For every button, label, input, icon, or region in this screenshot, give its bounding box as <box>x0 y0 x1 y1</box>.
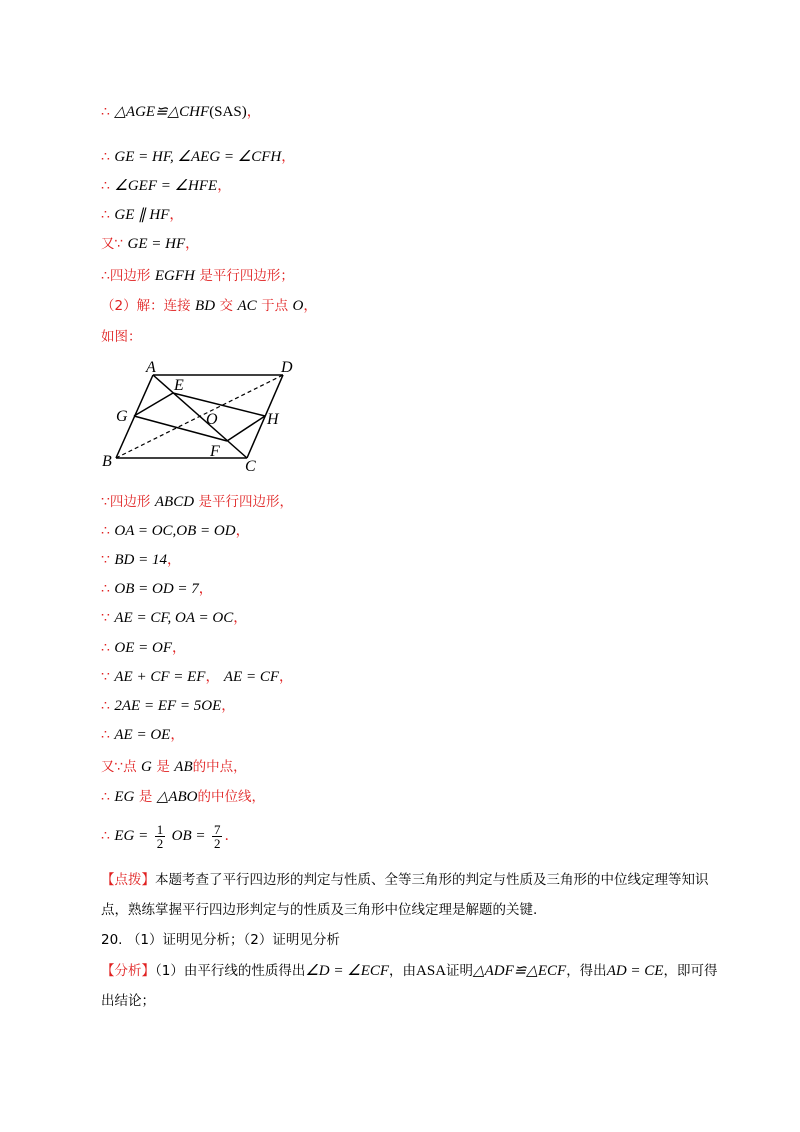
proof2-line-3: ∵ BD = 14， <box>101 552 181 568</box>
proof2-line-9: ∴ AE = OE， <box>101 727 185 743</box>
proof-line-2: ∴ GE = HF, ∠AEG = ∠CFH， <box>101 149 296 165</box>
part2-heading: （2）解：连接 BD 交 AC 于点 O， <box>101 298 318 314</box>
fenxi-paragraph: 【分析】（1）由平行线的性质得出∠D = ∠ECF，由ASA证明△ADF≌△ECF，得出AD = CE，即可得出结论； <box>101 963 718 1009</box>
proof-line-6: ∴四边形 EGFH 是平行四边形； <box>101 268 294 284</box>
proof2-line-4: ∴ OB = OD = 7， <box>101 581 213 597</box>
proof2-line-11: ∴ EG 是 △ABO的中位线， <box>101 789 265 805</box>
label-o: O <box>206 411 218 428</box>
proof-line-3: ∴ ∠GEF = ∠HFE， <box>101 178 232 194</box>
parallelogram-figure <box>100 357 300 472</box>
fraction-seven-halves: $\frac{7}{2}$ <box>213 821 221 851</box>
proof2-line-2: ∴ OA = OC,OB = OD， <box>101 523 250 539</box>
proof2-line-8: ∴ 2AE = EF = 5OE， <box>101 698 236 714</box>
label-c: C <box>245 458 256 472</box>
proof2-line-6: ∴ OE = OF， <box>101 640 186 656</box>
proof-line-5: 又∵ GE = HF， <box>101 236 200 252</box>
fraction-one-half: $\frac{1}{2}$ <box>156 821 164 851</box>
proof2-line-10: 又∵点 G 是 AB的中点， <box>101 759 247 775</box>
label-d: D <box>281 359 293 376</box>
label-g: G <box>116 408 128 425</box>
label-b: B <box>102 453 112 470</box>
label-h: H <box>267 411 279 428</box>
q20-answer: 20. （1）证明见分析；（2）证明见分析 <box>101 932 340 948</box>
proof-line-4: ∴ GE ∥ HF， <box>101 207 184 223</box>
proof-line-1: ∴ △AGE≌△CHF(SAS)， <box>101 104 261 120</box>
label-e: E <box>174 377 184 394</box>
figure-caption: 如图： <box>101 329 142 345</box>
label-a: A <box>146 359 156 376</box>
diagonal-bd-dashed <box>116 375 283 458</box>
label-f: F <box>210 443 220 460</box>
proof2-line-1: ∵四边形 ABCD 是平行四边形， <box>101 494 293 510</box>
proof2-line-5: ∵ AE = CF, OA = OC， <box>101 610 248 626</box>
dianbo-paragraph: 【点拨】本题考查了平行四边形的判定与性质、全等三角形的判定与性质及三角形的中位线定理等知识点，熟练掌握平行四边形判定与的性质及三角形中位线定理是解题的关键. <box>101 872 709 918</box>
proof2-final-line: ∴ EG = $\frac{1}{2}$ OB = $\frac{7}{2}$ . <box>101 821 229 851</box>
proof2-line-7: ∵ AE + CF = EF， AE = CF， <box>101 669 294 685</box>
